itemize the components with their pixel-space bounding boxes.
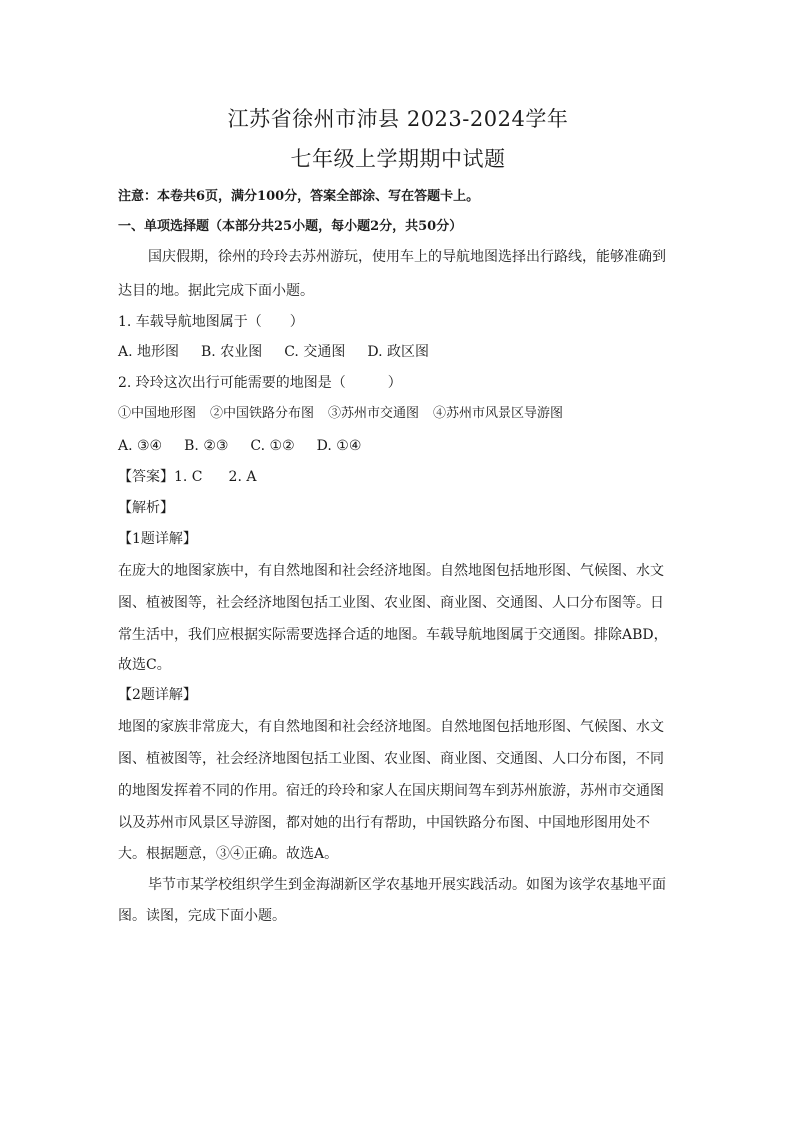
detail1-line3: 常生活中，我们应根据实际需要选择合适的地图。车载导航地图属于交通图。排除ABD，: [118, 627, 668, 643]
passage2-line1: 毕节市某学校组织学生到金海湖新区学农基地开展实践活动。如图为该学农基地平面: [148, 877, 666, 893]
passage1-line1: 国庆假期，徐州的玲玲去苏州游玩，使用车上的导航地图选择出行路线，能够准确到: [148, 249, 666, 265]
question1-options: [118, 343, 429, 361]
q1-option-b: B. 农业图: [201, 344, 263, 360]
q2-item-1: ①中国地形图: [118, 406, 197, 421]
page-title-line2: 七年级上学期期中试题: [290, 147, 506, 171]
detail1-line2: 图、植被图等，社会经济地图包括工业图、农业图、商业图、交通图、人口分布图等。日: [118, 595, 664, 611]
answer-value-2: 2. A: [228, 469, 257, 485]
section1-heading: 一、单项选择题（本部分共25小题，每小题2分，共50分）: [118, 219, 463, 234]
detail1-line4: 故选C。: [118, 657, 171, 673]
q2-item-3: ③苏州市交通图: [328, 406, 420, 421]
detail2-line4: 以及苏州市风景区导游图，都对她的出行有帮助，中国铁路分布图、中国地形图用处不: [118, 815, 650, 831]
detail1-line1: 在庞大的地图家族中，有自然地图和社会经济地图。自然地图包括地形图、气候图、水文: [118, 563, 664, 579]
q2-item-4: ④苏州市风景区导游图: [433, 406, 564, 421]
page-title-line1: 江苏省徐州市沛县 2023-2024学年: [227, 107, 569, 131]
q2-option-c: C. ①②: [250, 438, 295, 454]
answer-value-1: 1. C: [174, 469, 203, 485]
passage2-line2: 图。读图，完成下面小题。: [118, 908, 286, 924]
question1-stem: 1. 车载导航地图属于（ ）: [118, 314, 304, 330]
q2-option-d: D. ①④: [316, 438, 362, 454]
q2-option-a: A. ③④: [118, 438, 163, 454]
answer-line: [118, 468, 256, 486]
detail2-line2: 图、植被图等，社会经济地图包括工业图、农业图、商业图、交通图、人口分布图，不同: [118, 751, 664, 767]
question2-options: [118, 437, 361, 455]
answer-label: 【答案】: [118, 469, 174, 485]
question2-stem: 2. 玲玲这次出行可能需要的地图是（ ）: [118, 375, 402, 391]
q2-item-2: ②中国铁路分布图: [210, 406, 315, 421]
q2-option-b: B. ②③: [184, 438, 229, 454]
detail2-label: 【2题详解】: [118, 687, 197, 703]
question2-items: [118, 405, 563, 423]
analysis-label: 【解析】: [118, 500, 174, 516]
detail2-line5: 大。根据题意，③④正确。故选A。: [118, 846, 339, 862]
passage1-line2: 达目的地。据此完成下面小题。: [118, 283, 314, 299]
q1-option-a: A. 地形图: [118, 344, 180, 360]
detail2-line1: 地图的家族非常庞大，有自然地图和社会经济地图。自然地图包括地形图、气候图、水文: [118, 719, 664, 735]
detail2-line3: 的地图发挥着不同的作用。宿迁的玲玲和家人在国庆期间驾车到苏州旅游，苏州市交通图: [118, 783, 664, 799]
q1-option-d: D. 政区图: [367, 344, 429, 360]
exam-notice: 注意：本卷共6页，满分100分，答案全部涂、写在答题卡上。: [118, 189, 480, 204]
detail1-label: 【1题详解】: [118, 531, 197, 547]
q1-option-c: C. 交通图: [284, 344, 346, 360]
